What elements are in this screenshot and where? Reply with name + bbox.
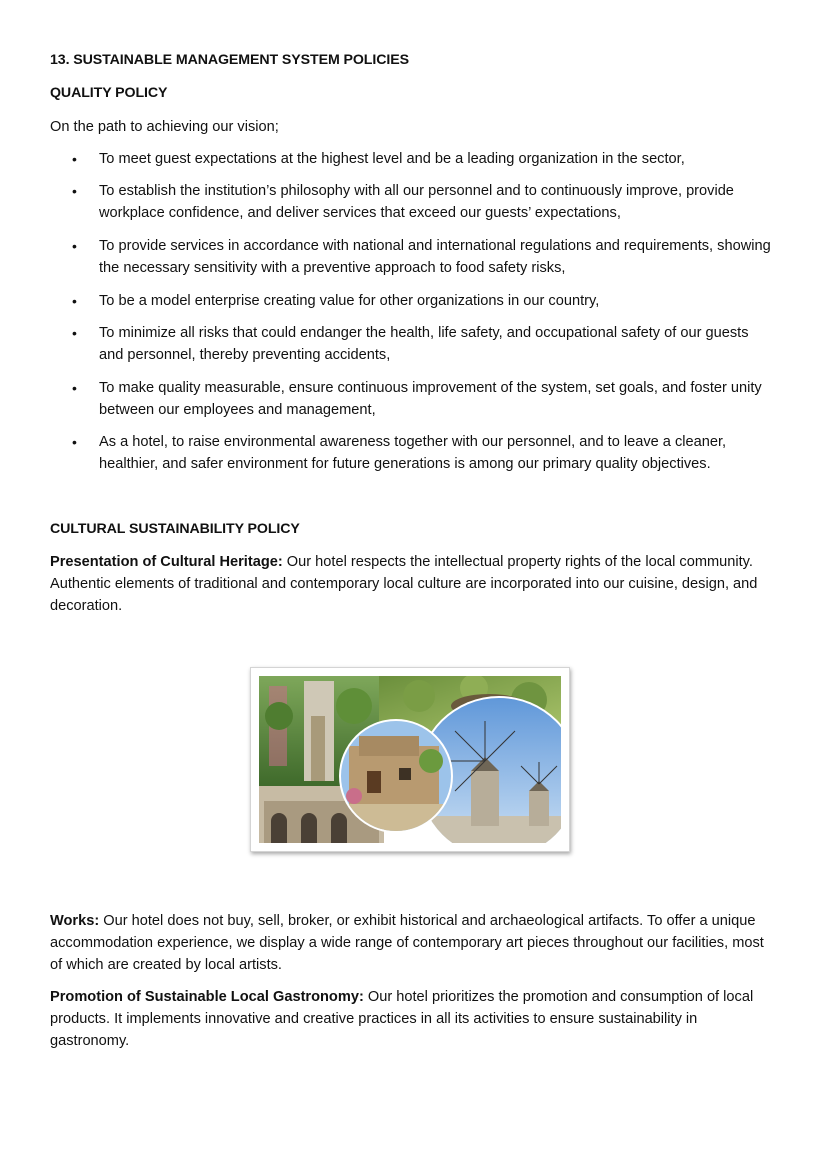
bullet-text: To meet guest expectations at the highest level and be a leading organization in the sector,: [99, 151, 685, 167]
heritage-text: Our hotel respects the intellectual property rights of the local community. Authentic elements of traditional and contemporary local culture are incorporated into our cuisine, design, and decoration.: [50, 554, 758, 614]
bullet-dot: •: [72, 183, 77, 199]
gastronomy-text: Our hotel prioritizes the promotion and consumption of local products. It implements innovative and creative practices in all its activities to ensure sustainability in gastronomy.: [50, 989, 754, 1049]
works-label: Works:: [50, 913, 100, 929]
bullet-text: To establish the institution’s philosophy with all our personnel and to continuously improve, provide workplace confidence, and deliver services that exceed our guests’ expectations,: [99, 183, 734, 221]
gastronomy-paragraph: [50, 986, 775, 1052]
heritage-label: Presentation of Cultural Heritage:: [50, 554, 283, 570]
bullet-dot: •: [72, 325, 77, 341]
quality-policy-heading: QUALITY POLICY: [50, 85, 168, 101]
bullet-text: To make quality measurable, ensure continuous improvement of the system, set goals, and foster unity between our employees and management,: [99, 380, 762, 418]
bullet-dot: •: [72, 238, 77, 254]
bullet-text: To be a model enterprise creating value for other organizations in our country,: [99, 293, 600, 309]
bullet-dot: •: [72, 151, 77, 167]
works-paragraph: [50, 910, 775, 976]
bullet-text: To minimize all risks that could endanger the health, life safety, and occupational safety of our guests and personnel, thereby preventing accidents,: [99, 325, 749, 363]
bullet-dot: •: [72, 434, 77, 450]
bullet-dot: •: [72, 293, 77, 309]
collage-illustration: [259, 676, 561, 843]
gastronomy-label: Promotion of Sustainable Local Gastronomy:: [50, 989, 364, 1005]
cultural-collage-image: [250, 667, 570, 852]
cultural-policy-heading: CULTURAL SUSTAINABILITY POLICY: [50, 521, 300, 537]
bullet-dot: •: [72, 380, 77, 396]
heritage-paragraph: [50, 551, 775, 617]
bullet-text: As a hotel, to raise environmental awareness together with our personnel, and to leave a cleaner, healthier, and safer environment for future generations is among our primary quality objectives.: [99, 434, 727, 472]
bullet-text: To provide services in accordance with national and international regulations and requirements, showing the necessary sensitivity with a preventive approach to food safety risks,: [99, 238, 771, 276]
quality-intro: On the path to achieving our vision;: [50, 119, 279, 135]
works-text: Our hotel does not buy, sell, broker, or exhibit historical and archaeological artifacts. To offer a unique accommodation experience, we display a wide range of contemporary art pieces throughout our facilities, most of which are created by local artists.: [50, 913, 764, 973]
section-title: 13. SUSTAINABLE MANAGEMENT SYSTEM POLICIES: [50, 52, 409, 68]
